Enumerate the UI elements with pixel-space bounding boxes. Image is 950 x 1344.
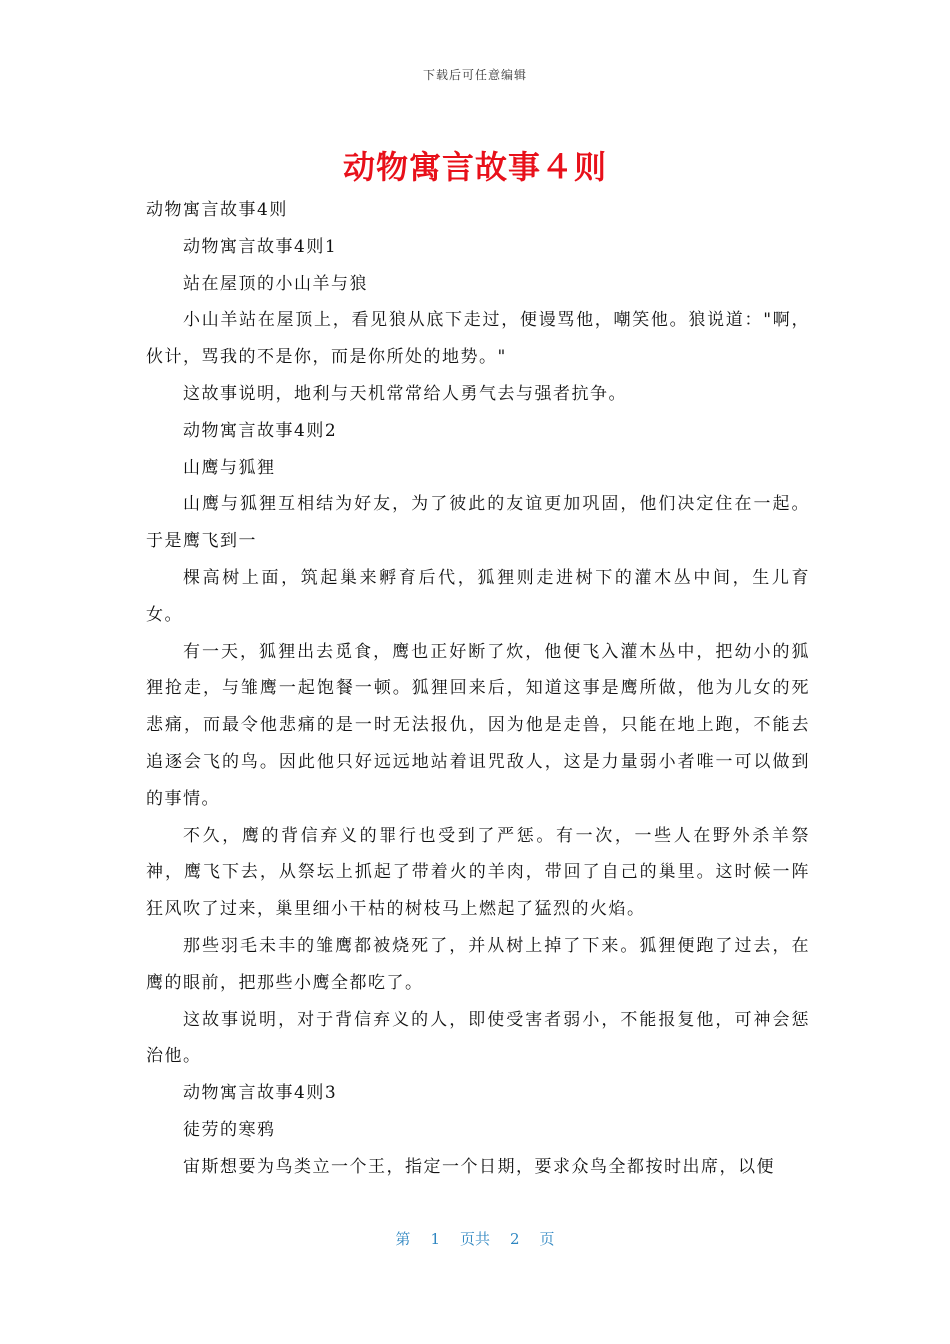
paragraph: 小山羊站在屋顶上，看见狼从底下走过，便谩骂他，嘲笑他。狼说道："啊，伙计，骂我的不是你，而是你所处的地势。" [146, 310, 810, 368]
paragraph: 山鹰与狐狸互相结为好友，为了彼此的友谊更加巩固，他们决定住在一起。于是鹰飞到一 [146, 494, 810, 552]
paragraph: 动物寓言故事4则 [146, 200, 288, 220]
paragraph: 动物寓言故事4则1 [183, 236, 338, 257]
paragraph: 这故事说明，对于背信弃义的人，即使受害者弱小，不能报复他，可神会惩治他。 [146, 1009, 810, 1067]
paragraph: 动物寓言故事4则3 [183, 1083, 338, 1104]
paragraph: 站在屋顶的小山羊与狼 [183, 273, 368, 294]
current-page-number: 1 [430, 1230, 440, 1248]
page-label-suffix: 页 [539, 1230, 555, 1248]
paragraph: 棵高树上面，筑起巢来孵育后代，狐狸则走进树下的灌木丛中间，生儿育女。 [146, 567, 810, 625]
paragraph: 有一天，狐狸出去觅食，鹰也正好断了炊，他便飞入灌木丛中，把幼小的狐狸抢走，与雏鹰一起饱餐一顿。狐狸回来后，知道这事是鹰所做，他为儿女的死悲痛，而最令他悲痛的是一时无法报仇，因为他是走兽，只能在地上跑，不能去追逐会飞的鸟。因此他只好远远地站着诅咒敌人，这是力量弱小者唯一可以做到的事情。 [146, 641, 810, 809]
page-label-middle: 页共 [459, 1230, 490, 1248]
paragraph: 那些羽毛未丰的雏鹰都被烧死了，并从树上掉了下来。狐狸便跑了过去，在鹰的眼前，把那些小鹰全都吃了。 [146, 935, 810, 993]
paragraph: 这故事说明，地利与天机常常给人勇气去与强者抗争。 [183, 383, 627, 404]
page-footer [0, 1228, 950, 1249]
header-note: 下载后可任意编辑 [422, 68, 527, 82]
document-body [146, 192, 810, 1186]
paragraph: 徒劳的寒鸦 [183, 1119, 276, 1140]
total-pages-number: 2 [510, 1230, 520, 1248]
paragraph: 动物寓言故事4则2 [183, 420, 338, 441]
paragraph: 宙斯想要为鸟类立一个王，指定一个日期，要求众鸟全都按时出席，以便 [183, 1156, 775, 1177]
paragraph: 不久，鹰的背信弃义的罪行也受到了严惩。有一次，一些人在野外杀羊祭神，鹰飞下去，从祭坛上抓起了带着火的羊肉，带回了自己的巢里。这时候一阵狂风吹了过来，巢里细小干枯的树枝马上燃起了猛烈的火焰。 [146, 825, 810, 920]
page-title: 动物寓言故事４则 [342, 148, 607, 186]
paragraph: 山鹰与狐狸 [183, 457, 276, 478]
page-label-prefix: 第 [395, 1230, 411, 1248]
